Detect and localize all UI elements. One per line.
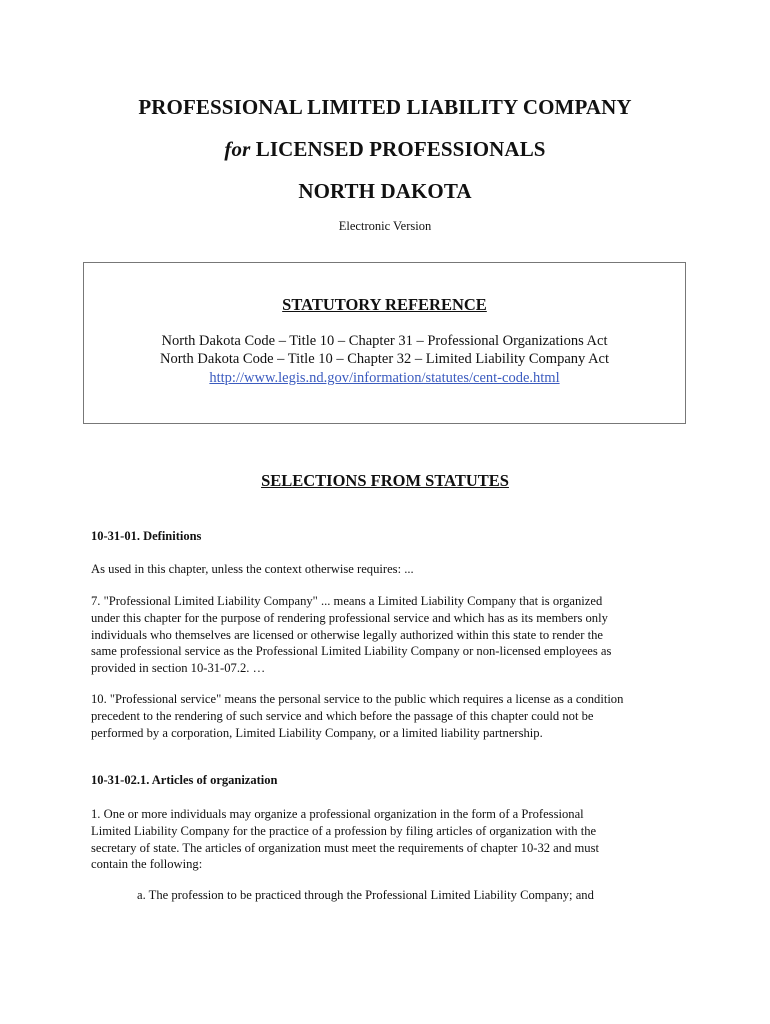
document-title-line2: [0, 137, 770, 162]
statutes-link[interactable]: http://www.legis.nd.gov/information/statutes/cent-code.html: [209, 370, 560, 386]
document-subtitle: Electronic Version: [338, 219, 432, 233]
selections-heading: SELECTIONS FROM STATUTES: [261, 471, 509, 490]
document-title-line3: NORTH DAKOTA: [298, 179, 472, 203]
statutory-reference-heading: STATUTORY REFERENCE: [282, 295, 487, 314]
articles-item-1: 1. One or more individuals may organize a professional organization in the form of a Professional Limited Liability Company for the practice of a profession by filing articles of organization with the secretary of state. The articles of organization must meet the requirements of chapter 10-32 and must contain the following:: [91, 807, 600, 872]
title-for-word: for: [224, 137, 251, 161]
section-heading-articles: 10-31-02.1. Articles of organization: [91, 773, 278, 787]
definition-item-10: 10. "Professional service" means the personal service to the public which requires a license as a condition precedent to the rendering of such service and which before the passage of this chapter could not be performed by a corporation, Limited Liability Company, or a limited liability partnership.: [91, 692, 624, 740]
document-title-line1: PROFESSIONAL LIMITED LIABILITY COMPANY: [138, 95, 632, 119]
articles-item-a: a. The profession to be practiced through the Professional Limited Liability Company; and: [137, 888, 594, 902]
reference-line-chapter32: North Dakota Code – Title 10 – Chapter 32 – Limited Liability Company Act: [159, 351, 610, 367]
statutory-reference-box: [83, 262, 686, 424]
definitions-intro: As used in this chapter, unless the context otherwise requires: ...: [91, 562, 414, 576]
title-line2-text: LICENSED PROFESSIONALS: [250, 137, 546, 161]
section-heading-definitions: 10-31-01. Definitions: [91, 529, 202, 543]
reference-line-chapter31: North Dakota Code – Title 10 – Chapter 31 – Professional Organizations Act: [161, 333, 608, 349]
definition-item-7: 7. "Professional Limited Liability Company" ... means a Limited Liability Company that is organized under this chapter for the purpose of rendering professional service and which has as its members only individuals who themselves are licensed or otherwise legally authorized within this state to render the same professional service as the Professional Limited Liability Company or non-licensed employees as provided in section 10-31-07.2. …: [91, 594, 612, 676]
